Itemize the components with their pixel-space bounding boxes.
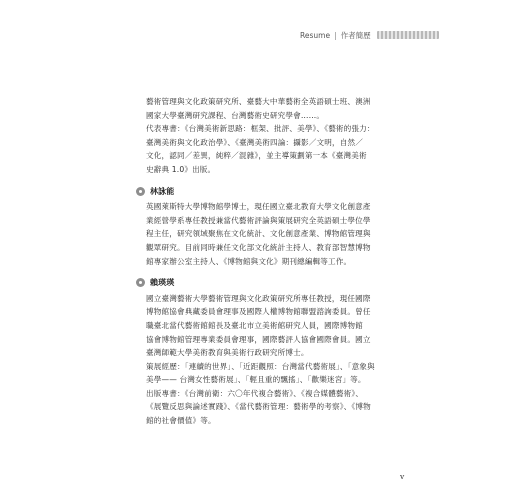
header-decoration xyxy=(377,31,439,39)
bio-entry xyxy=(146,185,394,269)
header-section-zh: 作者簡歷 xyxy=(340,30,371,40)
author-heading xyxy=(136,185,394,199)
bio-line: 英國萊斯特大學博物館學博士，現任國立臺北教育大學文化創意產 xyxy=(146,202,371,212)
bio-line: 博物館協會典藏委員會理事及國際人權博物館聯盟諮詢委員。曾任 xyxy=(146,307,371,317)
header-section-en: Resume xyxy=(300,30,331,40)
bio-line: 史辭典 1.0》出版。 xyxy=(146,164,216,174)
bio-entry xyxy=(146,276,394,428)
bio-line: 臺灣美術與文化政治學》、《臺灣美術四論：攝影／文明，自然／ xyxy=(146,137,363,147)
bullet-icon xyxy=(136,187,145,196)
author-heading xyxy=(136,276,394,290)
bio-line: 臺灣師範大學美術教育與美術行政研究所博士。 xyxy=(146,348,309,358)
bio-line: 協會博物館管理專業委員會理事，國際藝評人協會國際會員。國立 xyxy=(146,334,371,344)
author-bios xyxy=(146,95,394,428)
bio-line: 出版專書：《台灣前衛：六〇年代複合藝術》、《複合媒體藝術》、 xyxy=(146,388,364,398)
bio-line: 《展覽反思與論述實踐》、《當代藝術管理：藝術學的考察》、《博物 xyxy=(146,402,371,412)
bullet-icon xyxy=(136,278,145,287)
bio-line: 美學—— 台灣女性藝術展」、「輕且重的飄搖」、「歡樂迷宮」等。 xyxy=(146,375,366,385)
bio-line: 館的社會價值》等。 xyxy=(146,416,216,426)
bio-line: 文化，認同／差異，純粹／混雜》，並主導策劃第一本《臺灣美術 xyxy=(146,151,367,161)
bio-entry-continued xyxy=(146,95,394,177)
bio-line: 藝術管理與文化政策研究所、臺藝大中華藝術全英語碩士班、澳洲 xyxy=(146,97,371,106)
bio-line: 程主任，研究領域聚焦在文化統計、文化創意產業、博物館管理與 xyxy=(146,229,371,239)
author-name: 林詠能 xyxy=(150,186,175,196)
author-name: 賴瑛瑛 xyxy=(150,278,175,288)
bio-line: 策展經歷：「連續的世界」、「近距觀照：台灣當代藝術展」、「意象與 xyxy=(146,361,375,371)
bio-line: 業經營學系專任教授兼當代藝術評論與策展研究全英語碩士學位學 xyxy=(146,215,371,225)
bio-line: 職臺北當代藝術館館長及臺北市立美術館研究人員，國際博物館 xyxy=(146,320,363,330)
bio-line: 觀眾研究。目前同時兼任文化部文化統計主持人、教育部智慧博物 xyxy=(146,242,371,252)
page-number: v xyxy=(400,472,405,481)
bio-line: 國立臺灣藝術大學藝術管理與文化政策研究所專任教授，現任國際 xyxy=(146,293,371,303)
bio-line: 國家大學臺灣研究課程、台灣藝術史研究學會……。 xyxy=(146,110,325,120)
running-header xyxy=(300,28,500,42)
bio-line: 館專家辦公室主持人、《博物館與文化》期刊總編輯等工作。 xyxy=(146,256,352,266)
header-separator: | xyxy=(334,30,337,40)
bio-line: 代表專書：《台灣美術新思路：框架、批評、美學》、《藝術的張力： xyxy=(146,124,375,134)
